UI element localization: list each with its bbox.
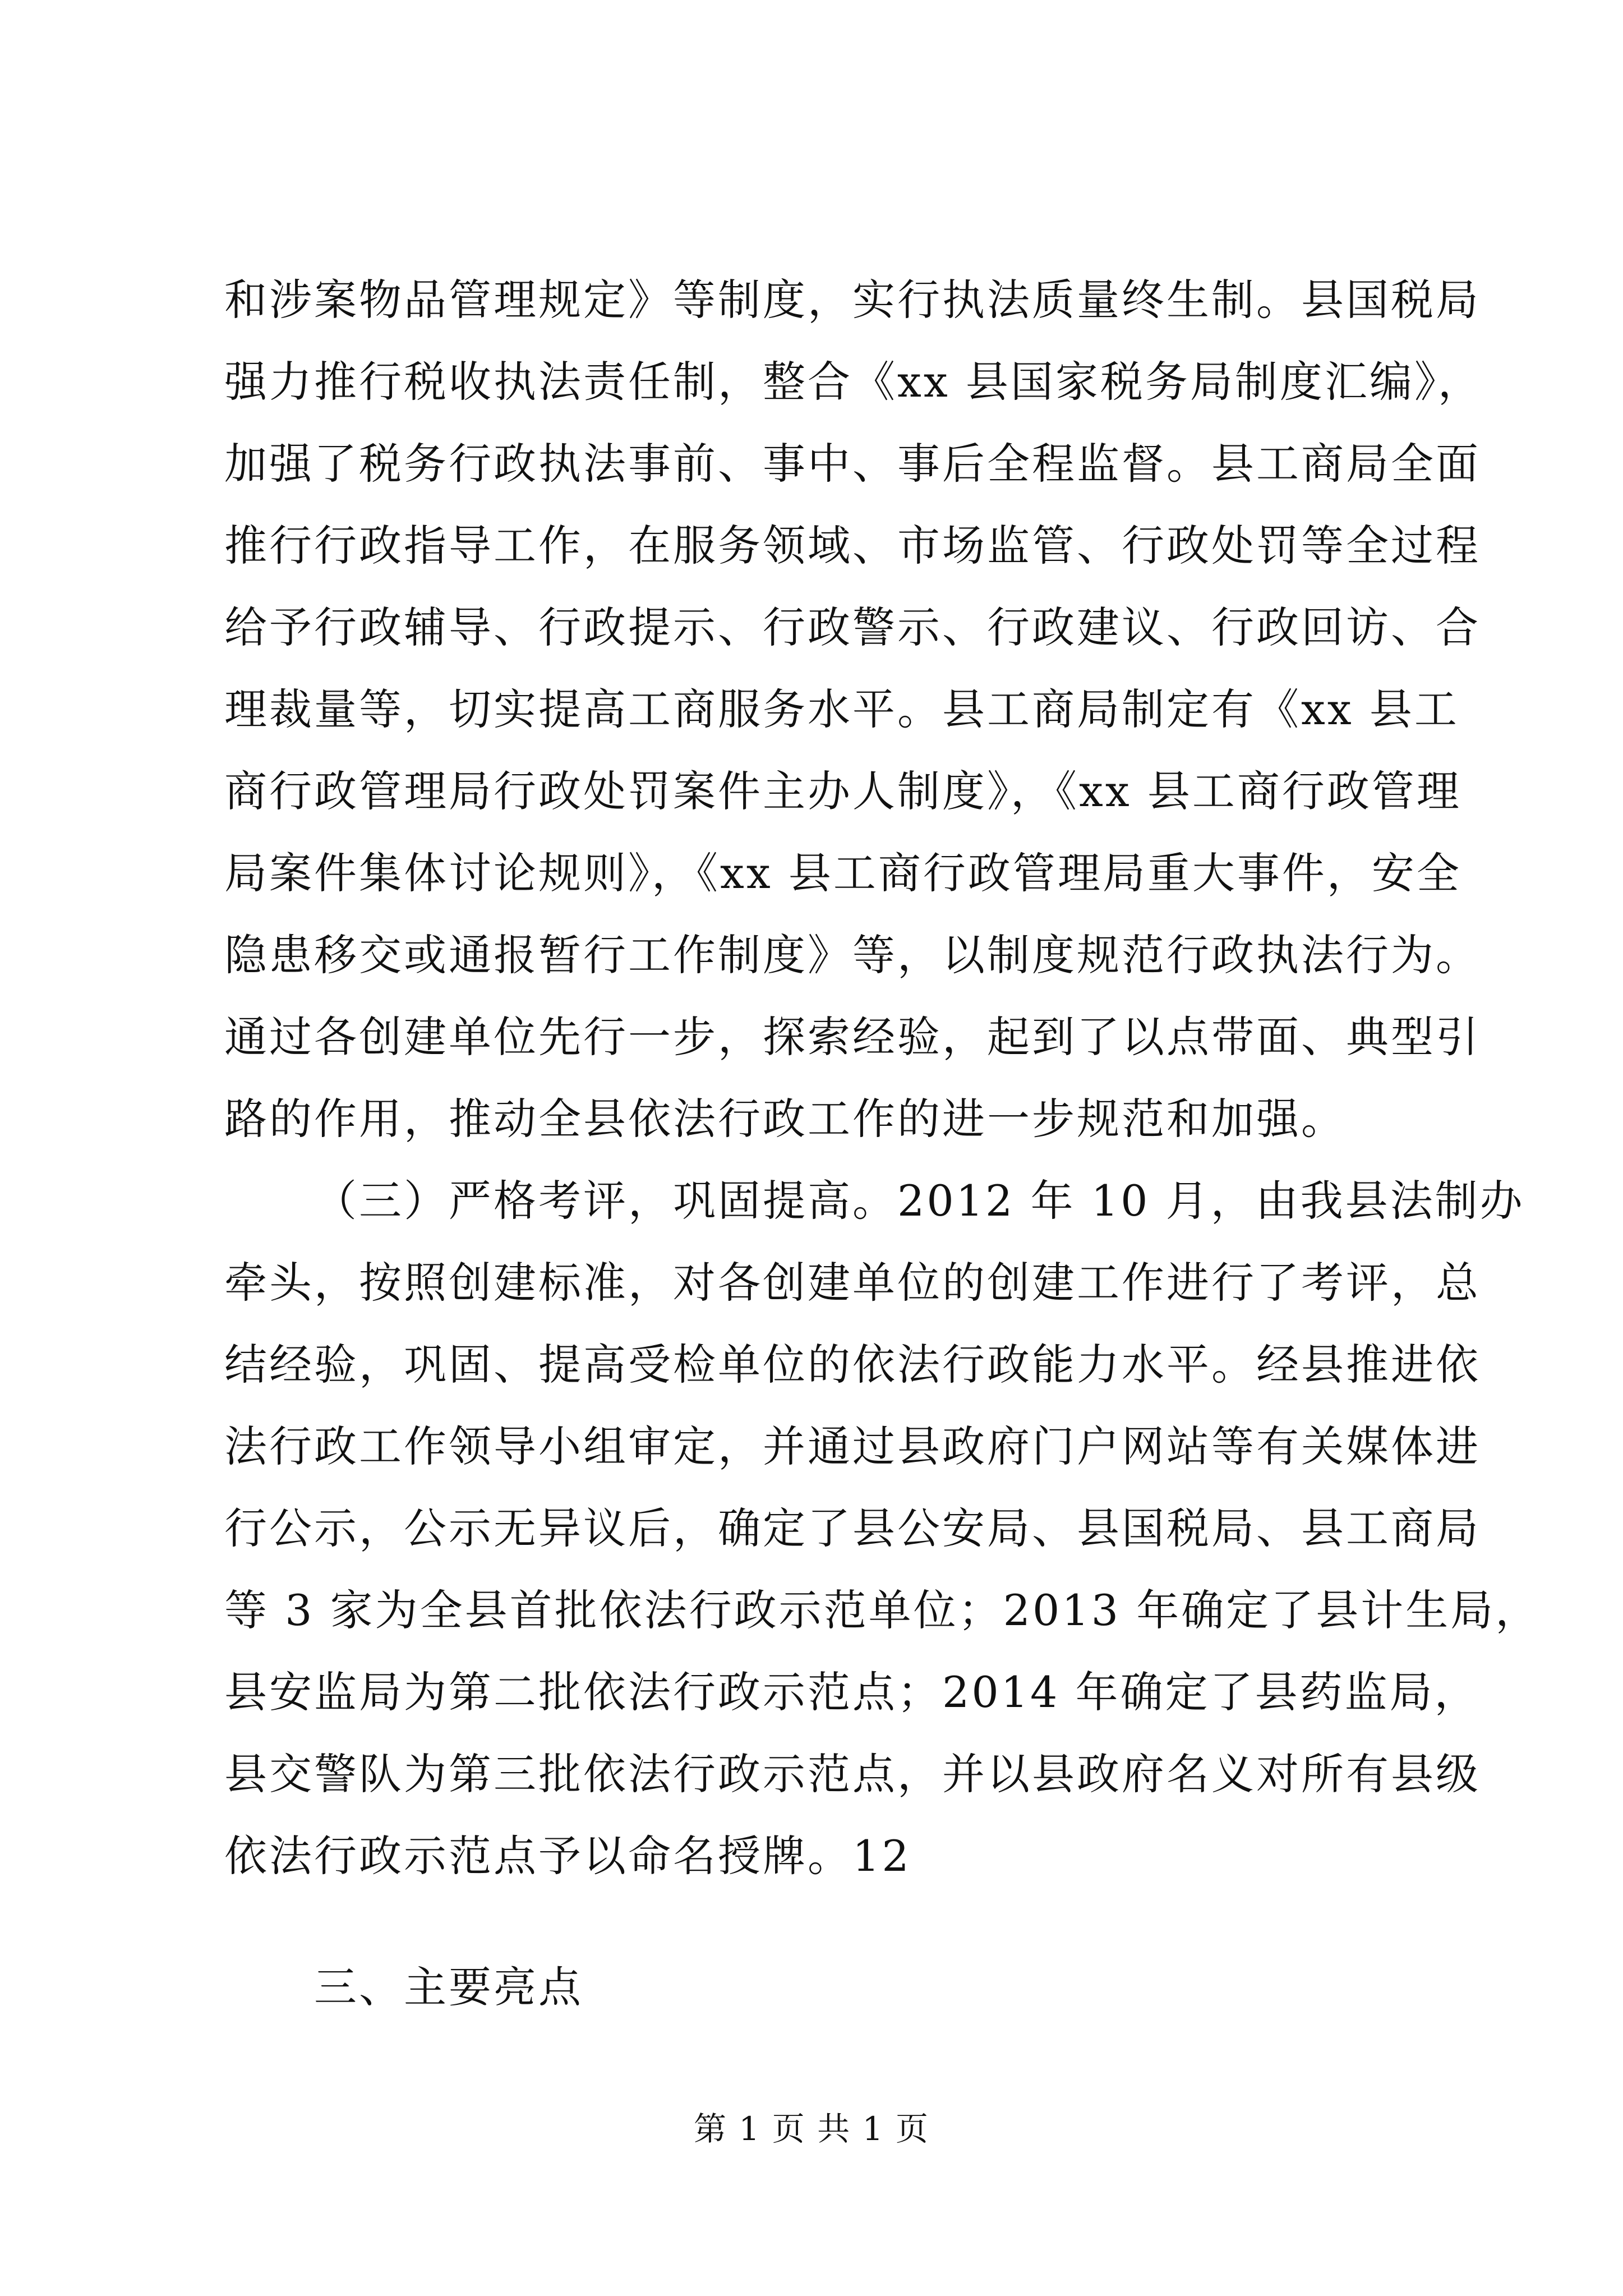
paragraph-line: 县交警队为第三批依法行政示范点，并以县政府名义对所有县级 xyxy=(224,1749,1481,1799)
body-text xyxy=(224,259,1541,2028)
paragraph-line: 法行政工作领导小组审定，并通过县政府门户网站等有关媒体进 xyxy=(224,1421,1481,1471)
paragraph-line: 通过各创建单位先行一步，探索经验，起到了以点带面、典型引 xyxy=(224,1012,1481,1062)
paragraph-line: 加强了税务行政执法事前、事中、事后全程监督。县工商局全面 xyxy=(224,439,1481,489)
paragraph-line: 强力推行税收执法责任制，整合《xx 县国家税务局制度汇编》， xyxy=(224,357,1483,407)
page-footer: 第 1 页 共 1 页 xyxy=(694,2110,929,2148)
paragraph-line: 和涉案物品管理规定》等制度，实行执法质量终生制。县国税局 xyxy=(224,275,1481,325)
paragraph-line: （三）严格考评，巩固提高。2012 年 10 月，由我县法制办 xyxy=(314,1176,1525,1226)
paragraph-line: 给予行政辅导、行政提示、行政警示、行政建议、行政回访、合 xyxy=(224,602,1481,652)
paragraph-line: 等 3 家为全县首批依法行政示范单位；2013 年确定了县计生局， xyxy=(224,1585,1541,1635)
paragraph-line: 县安监局为第二批依法行政示范点；2014 年确定了县药监局， xyxy=(224,1667,1479,1717)
paragraph-line: 牵头，按照创建标准，对各创建单位的创建工作进行了考评，总 xyxy=(224,1258,1481,1308)
paragraph-line: 隐患移交或通报暂行工作制度》等，以制度规范行政执法行为。 xyxy=(224,930,1481,980)
paragraph-line: 局案件集体讨论规则》，《xx 县工商行政管理局重大事件，安全 xyxy=(224,848,1461,898)
paragraph-line: 理裁量等，切实提高工商服务水平。县工商局制定有《xx 县工 xyxy=(224,684,1459,734)
section-heading: 三、主要亮点 xyxy=(314,1962,583,2012)
paragraph-line: 行公示，公示无异议后，确定了县公安局、县国税局、县工商局 xyxy=(224,1503,1481,1553)
paragraph-line: 推行行政指导工作，在服务领域、市场监管、行政处罚等全过程 xyxy=(224,521,1481,570)
paragraph-line: 结经验，巩固、提高受检单位的依法行政能力水平。经县推进依 xyxy=(224,1340,1481,1389)
paragraph-line: 商行政管理局行政处罚案件主办人制度》，《xx 县工商行政管理 xyxy=(224,766,1461,816)
paragraph-line: 路的作用，推动全县依法行政工作的进一步规范和加强。 xyxy=(224,1094,1346,1144)
paragraph-line: 依法行政示范点予以命名授牌。12 xyxy=(224,1831,911,1881)
